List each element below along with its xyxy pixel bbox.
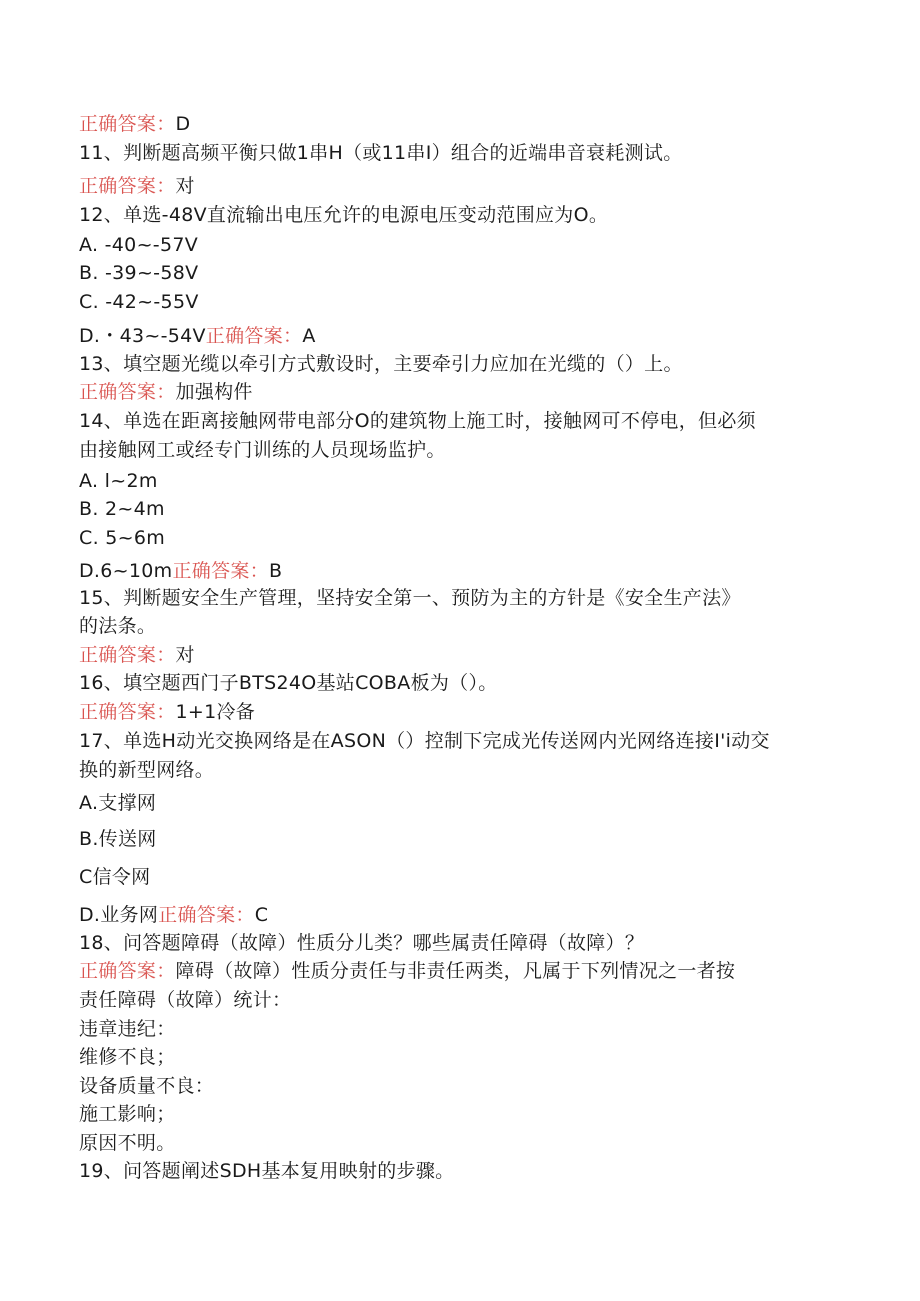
- option-q14-d: D.6~10m: [79, 560, 173, 582]
- question-18: 18、问答题障碍（故障）性质分儿类？哪些属责任障碍（故障）？: [79, 932, 645, 954]
- option-q14-b: B. 2~4m: [79, 498, 165, 520]
- question-12: 12、单选-48V直流输出电压允许的电源电压变动范围应为O。: [79, 204, 609, 226]
- option-q14-a: A. l~2m: [79, 470, 158, 492]
- answer-label: 正确答案：: [79, 701, 176, 723]
- answer-value: D: [175, 113, 191, 135]
- answer-label: 正确答案：: [79, 381, 176, 403]
- question-14-line-2: 由接触网工或经专门训练的人员现场监护。: [79, 439, 446, 461]
- answer-label: 正确答案：: [79, 113, 176, 135]
- answer-line-q10: [79, 112, 190, 136]
- list-item: 设备质量不良：: [79, 1075, 215, 1097]
- question-17-line-1: 17、单选H动光交换网络是在ASON（）控制下完成光传送网内光网络连接I'i动交: [79, 730, 770, 752]
- option-q17-a: A.支撑网: [79, 792, 157, 814]
- option-q12-d-with-answer: [79, 324, 316, 348]
- answer-value: C: [254, 904, 269, 926]
- answer-value: 1+1冷备: [175, 701, 256, 723]
- answer-label: 正确答案：: [79, 175, 176, 197]
- question-13: 13、填空题光缆以牵引方式敷设时，主要牵引力应加在光缆的（）上。: [79, 353, 683, 375]
- option-q17-d-with-answer: [79, 903, 268, 927]
- answer-line-q13: [79, 380, 253, 404]
- list-item: 施工影响；: [79, 1103, 176, 1125]
- question-16: 16、填空题西门子BTS24O基站COBA板为（）。: [79, 672, 498, 694]
- question-14-line-1: 14、单选在距离接触网带电部分O的建筑物上施工时，接触网可不停电，但必须: [79, 410, 756, 432]
- answer-value: 对: [175, 175, 195, 197]
- list-item: 维修不良；: [79, 1046, 176, 1068]
- option-q12-b: B. -39~-58V: [79, 262, 199, 284]
- answer-value: 障碍（故障）性质分责任与非责任两类，凡属于下列情况之一者按: [175, 960, 736, 982]
- answer-value: A: [302, 325, 316, 347]
- answer-line-q15: [79, 643, 195, 667]
- answer-label: 正确答案：: [79, 960, 176, 982]
- question-11: 11、判断题高频平衡只做1串H（或11串I）组合的近端串音衰耗测试。: [79, 142, 683, 164]
- option-q17-b: B.传送网: [79, 828, 157, 850]
- question-17-line-2: 换的新型网络。: [79, 759, 215, 781]
- answer-label: 正确答案：: [158, 904, 255, 926]
- option-q12-c: C. -42~-55V: [79, 291, 199, 313]
- question-19: 19、问答题阐述SDH基本复用映射的步骤。: [79, 1160, 455, 1182]
- option-q14-c: C. 5~6m: [79, 527, 166, 549]
- answer-line-q11: [79, 174, 195, 198]
- question-15-line-2: 的法条。: [79, 615, 157, 637]
- answer-line-q18-1: [79, 959, 735, 983]
- list-item: 违章违纪：: [79, 1018, 176, 1040]
- question-15-line-1: 15、判断题安全生产管理，坚持安全第一、预防为主的方针是《安全生产法》: [79, 587, 741, 609]
- answer-value: 对: [175, 644, 195, 666]
- answer-value: B: [268, 560, 283, 582]
- answer-line-q18-2: 责任障碍（故障）统计：: [79, 989, 292, 1011]
- option-q17-c: C信令网: [79, 866, 151, 888]
- answer-value: 加强构件: [175, 381, 253, 403]
- option-q12-d: D.・43~-54V: [79, 325, 206, 347]
- option-q17-d: D.业务网: [79, 904, 159, 926]
- answer-line-q16: [79, 700, 255, 724]
- answer-label: 正确答案：: [172, 560, 269, 582]
- option-q12-a: A. -40~-57V: [79, 234, 199, 256]
- list-item: 原因不明。: [79, 1132, 176, 1154]
- option-q14-d-with-answer: [79, 559, 282, 583]
- answer-label: 正确答案：: [205, 325, 303, 347]
- answer-label: 正确答案：: [79, 644, 176, 666]
